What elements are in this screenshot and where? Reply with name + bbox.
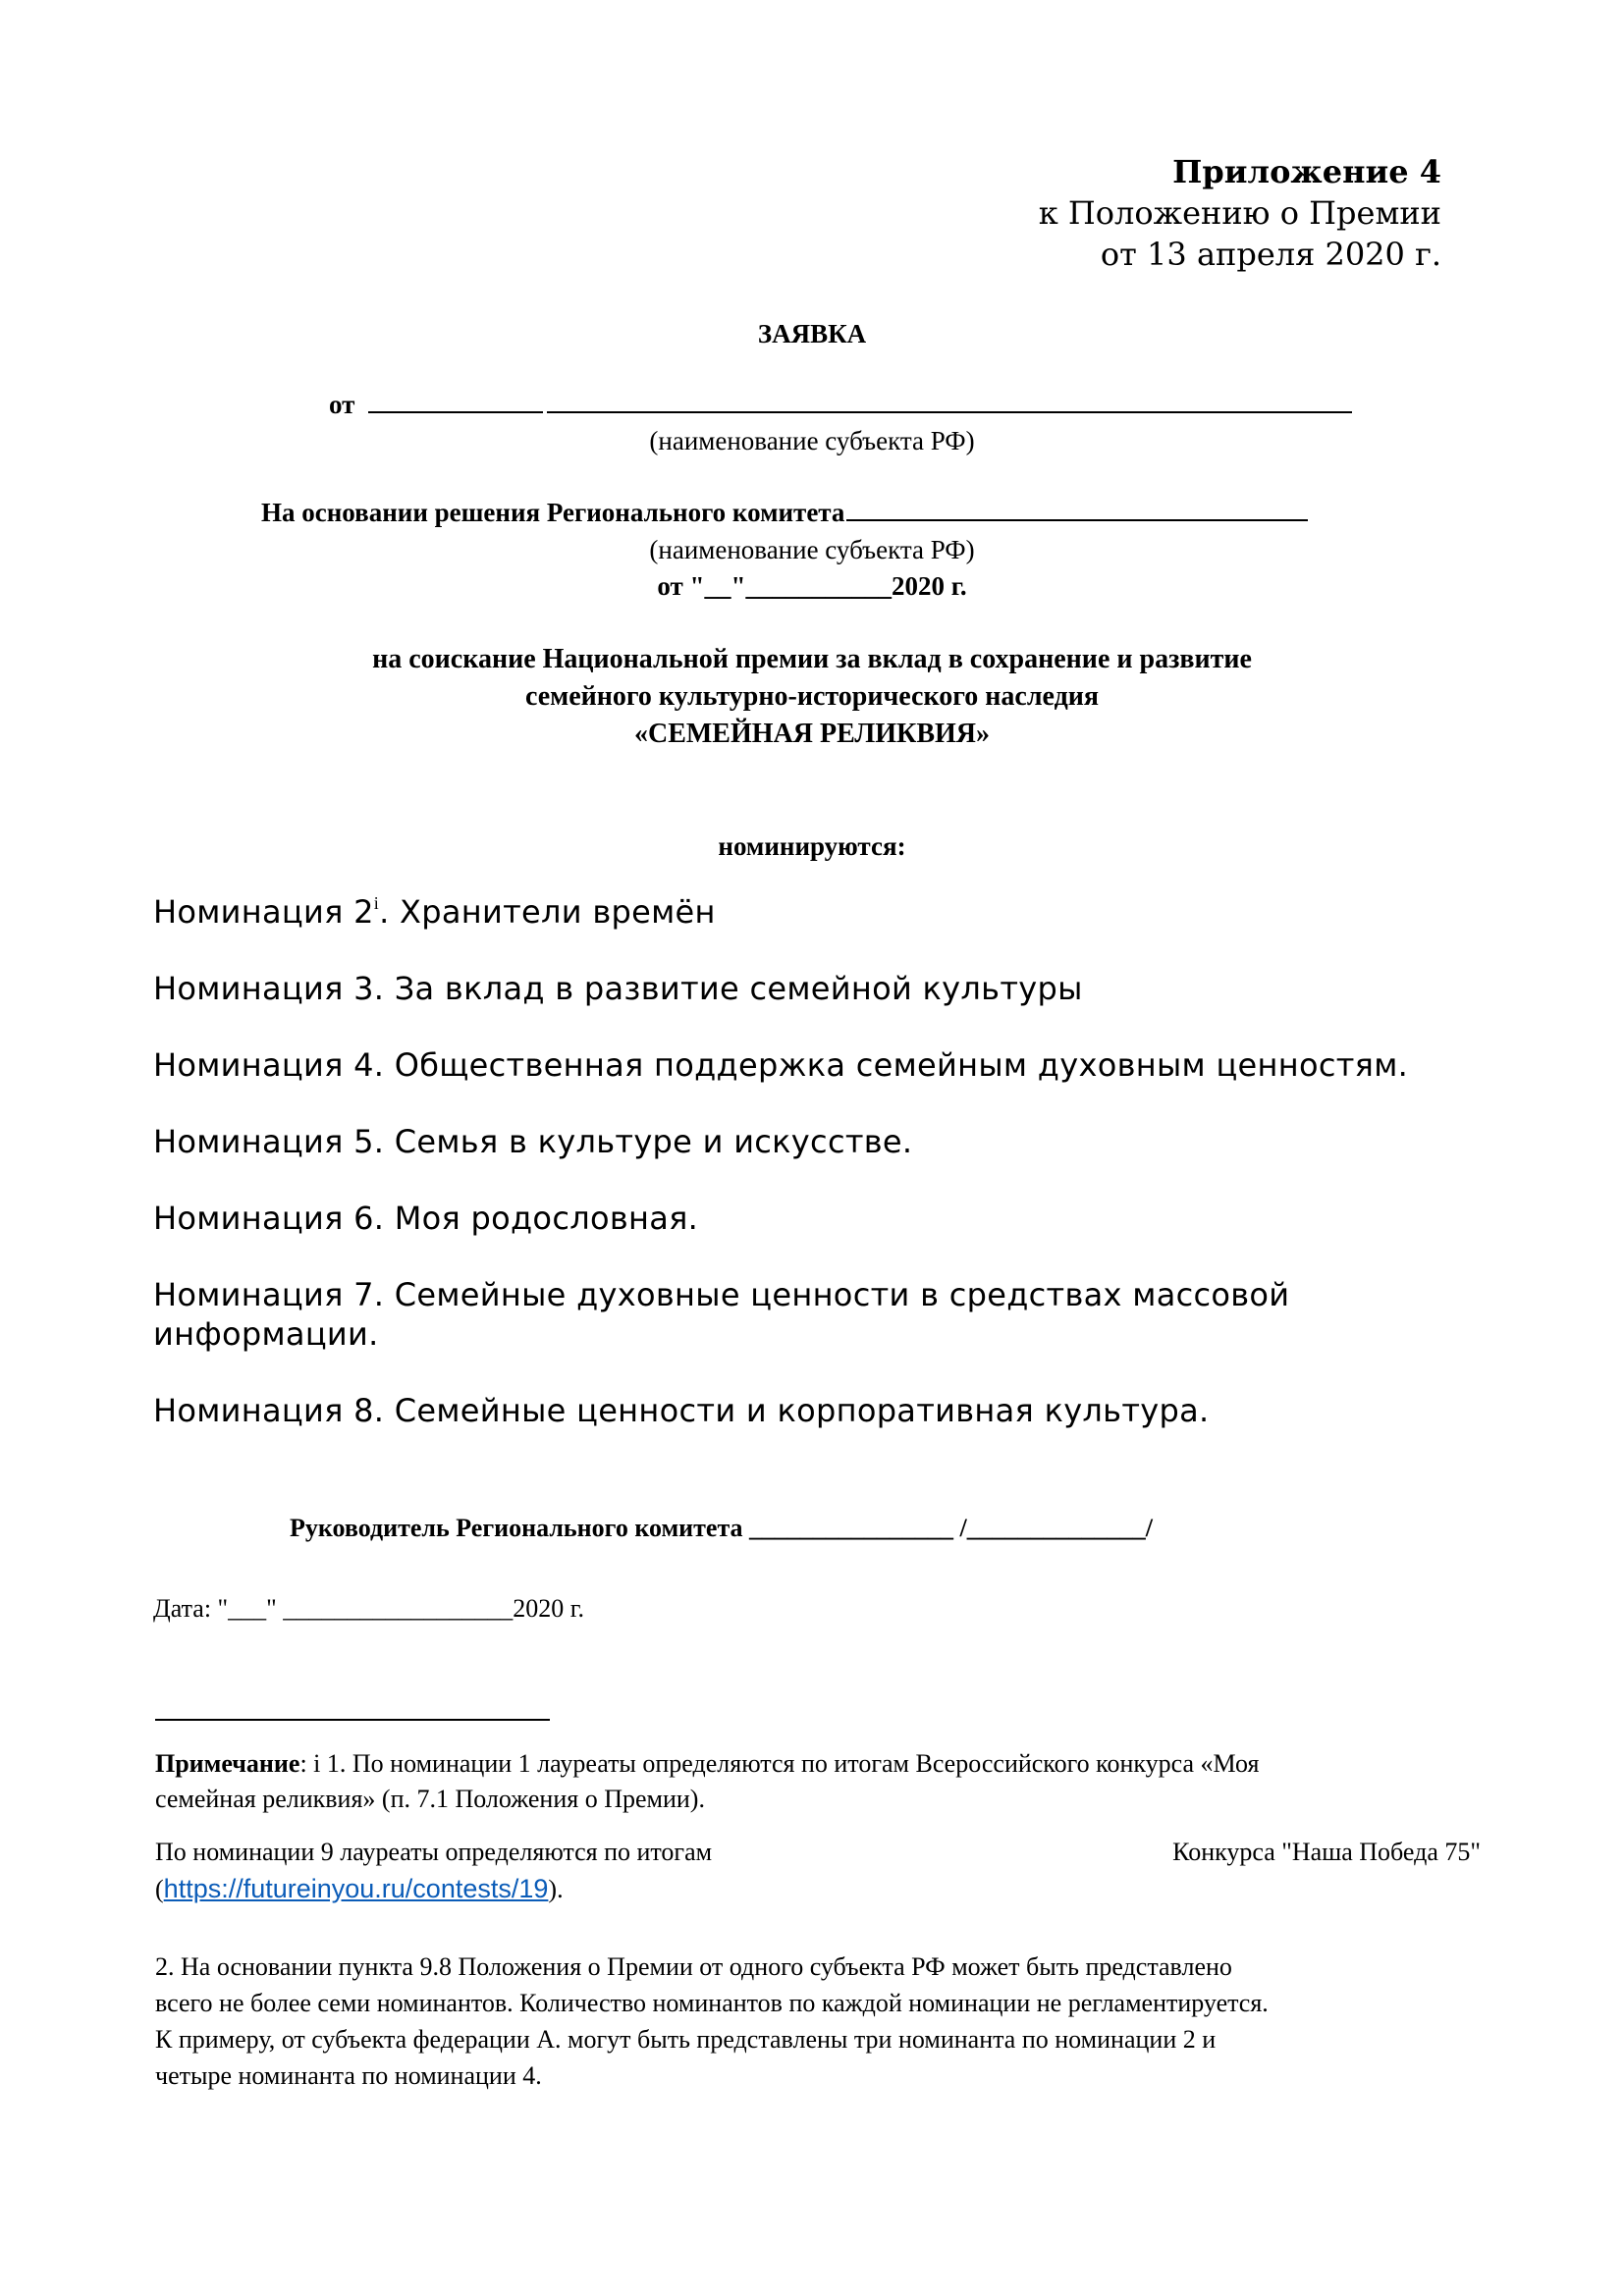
- appendix-reference: к Положению о Премии: [1038, 194, 1441, 232]
- nominated-label: номинируются:: [718, 831, 906, 861]
- from-blank-long: [547, 410, 1352, 413]
- basis-text: На основании решения Регионального комитета: [261, 498, 845, 527]
- from-line: [329, 390, 1352, 420]
- nomination-2-footnote-mark: i: [373, 893, 380, 913]
- competition-line-2: семейного культурно-исторического наследия: [524, 681, 1100, 712]
- application-title: ЗАЯВКА: [757, 319, 867, 348]
- appendix-title: Приложение 4: [1172, 153, 1441, 190]
- note-paragraph-2-line-2: [155, 1874, 564, 1904]
- nomination-4: Номинация 4. Общественная поддержка семейным духовным ценностям.: [153, 1046, 1409, 1084]
- note-p2-right: Конкурса "Наша Победа 75": [1172, 1838, 1481, 1866]
- note-3-line-4: четыре номинанта по номинации 4.: [155, 2061, 542, 2090]
- nomination-2-suffix: . Хранители времён: [379, 893, 716, 931]
- note-paragraph-1: [155, 1749, 1259, 1779]
- nomination-8: Номинация 8. Семейные ценности и корпоративная культура.: [153, 1392, 1210, 1429]
- competition-line-1: на соискание Национальной премии за вклад в сохранение и развитие: [372, 644, 1252, 674]
- from-caption: (наименование субъекта РФ): [649, 426, 975, 455]
- nomination-7-line-2: информации.: [153, 1315, 379, 1353]
- nomination-7-line-1: Номинация 7. Семейные духовные ценности в средствах массовой: [153, 1276, 1290, 1313]
- note-3-line-3: К примеру, от субъекта федерации А. могут быть представлены три номинанта по номинации 2 и: [155, 2025, 1217, 2054]
- note-p2-left: По номинации 9 лауреаты определяются по итогам: [155, 1838, 713, 1866]
- date-line: Дата: "___" __________________2020 г.: [153, 1594, 585, 1623]
- nomination-2: [153, 893, 716, 931]
- note-paragraph-2: [155, 1838, 1481, 1867]
- basis-caption: (наименование субъекта РФ): [649, 535, 975, 564]
- basis-line: [261, 498, 1308, 528]
- appendix-date: от 13 апреля 2020 г.: [1100, 236, 1441, 273]
- note-p2-open-paren: (: [155, 1875, 164, 1903]
- note-3-line-1: 2. На основании пункта 9.8 Положения о Премии от одного субъекта РФ может быть представлено: [155, 1952, 1232, 1981]
- head-signature-line: Руководитель Регионального комитета ________________ /______________/: [290, 1514, 1153, 1542]
- contest-link[interactable]: https://futureinyou.ru/contests/19: [163, 1874, 549, 1903]
- note-paragraph-1-line-2: семейная реликвия» (п. 7.1 Положения о Премии).: [155, 1785, 705, 1813]
- from-blank-short: [368, 410, 543, 413]
- nomination-6: Номинация 6. Моя родословная.: [153, 1200, 699, 1237]
- note-p1-text: : i 1. По номинации 1 лауреаты определяются по итогам Всероссийского конкурса «Моя: [299, 1749, 1260, 1778]
- basis-blank: [846, 518, 1308, 521]
- nomination-2-prefix: Номинация 2: [153, 893, 374, 931]
- note-p2-close-paren: ).: [548, 1875, 564, 1903]
- footnote-separator: [155, 1719, 550, 1721]
- nomination-5: Номинация 5. Семья в культуре и искусстве.: [153, 1123, 913, 1160]
- competition-line-3: «СЕМЕЙНАЯ РЕЛИКВИЯ»: [633, 719, 991, 749]
- from-label: от: [329, 390, 355, 419]
- note-label: Примечание: [155, 1749, 300, 1778]
- basis-date: от "__"___________2020 г.: [657, 571, 967, 601]
- nomination-3: Номинация 3. За вклад в развитие семейной культуры: [153, 970, 1083, 1007]
- note-3-line-2: всего не более семи номинантов. Количество номинантов по каждой номинации не регламентируется.: [155, 1989, 1269, 2017]
